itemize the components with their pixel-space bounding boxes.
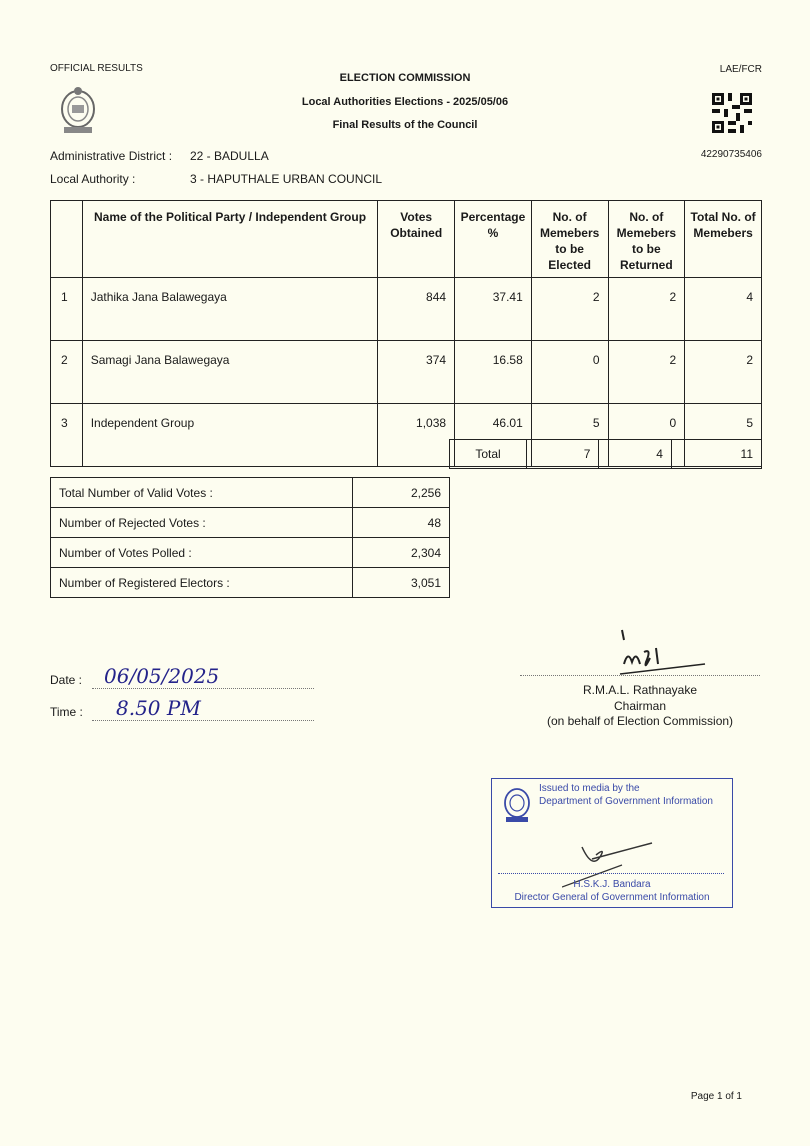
- table-row: [51, 341, 762, 404]
- chairman-title: Chairman: [613, 699, 667, 713]
- totals-table: [449, 439, 762, 469]
- summary-value: 2,304: [353, 538, 450, 568]
- row-no: 2: [51, 341, 83, 404]
- totals-label: Total: [450, 440, 527, 469]
- form-code: LAE/FCR: [719, 64, 762, 75]
- media-issue-stamp: [491, 778, 733, 908]
- date-label: Date :: [50, 673, 83, 687]
- district-value: 22 - BADULLA: [190, 149, 269, 163]
- elected-cell: 0: [531, 341, 608, 404]
- table-row: [51, 278, 762, 341]
- summary-label: Number of Registered Electors :: [51, 568, 353, 598]
- col-header-total: Total No. of Memebers: [685, 201, 762, 278]
- chairman-name: R.M.A.L. Rathnayake: [582, 683, 698, 697]
- total-members-cell: 5: [685, 404, 762, 467]
- summary-value: 2,256: [353, 478, 450, 508]
- time-handwritten: 8.50 PM: [116, 696, 201, 720]
- votes-cell: 374: [378, 341, 455, 404]
- percentage-cell: 46.01: [455, 404, 532, 467]
- date-handwritten: 06/05/2025: [104, 664, 220, 688]
- table-header-row: [51, 201, 762, 278]
- totals-row: [450, 440, 762, 469]
- totals-members: 11: [671, 440, 761, 469]
- total-members-cell: 2: [685, 341, 762, 404]
- party-name: Independent Group: [82, 404, 378, 467]
- percentage-cell: 16.58: [455, 341, 532, 404]
- stamp-line1: Issued to media by the: [539, 783, 640, 794]
- col-header-party: Name of the Political Party / Independent Group: [82, 201, 378, 278]
- row-no: 1: [51, 278, 83, 341]
- authority-label: Local Authority :: [50, 172, 136, 186]
- elected-cell: 2: [531, 278, 608, 341]
- total-members-cell: 4: [685, 278, 762, 341]
- results-subtitle: Final Results of the Council: [332, 119, 478, 131]
- col-header-returned: No. of Memebers to be Returned: [608, 201, 685, 278]
- summary-value: 48: [353, 508, 450, 538]
- time-label: Time :: [50, 705, 83, 719]
- percentage-cell: 37.41: [455, 278, 532, 341]
- official-results-tag: OFFICIAL RESULTS: [50, 63, 143, 74]
- director-name: H.S.K.J. Bandara: [573, 879, 651, 890]
- summary-row: [51, 508, 450, 538]
- stamp-signature-line: [498, 873, 724, 874]
- qr-code-icon: [712, 93, 752, 138]
- col-header-no: [51, 201, 83, 278]
- state-emblem-icon: [55, 85, 101, 142]
- signature-line: [520, 665, 760, 676]
- stamp-line2: Department of Government Information: [539, 796, 713, 807]
- totals-returned: 4: [599, 440, 671, 469]
- totals-elected: 7: [527, 440, 599, 469]
- page-number: Page 1 of 1: [690, 1091, 742, 1102]
- summary-row: [51, 478, 450, 508]
- summary-label: Total Number of Valid Votes :: [51, 478, 353, 508]
- votes-cell: 1,038: [378, 404, 455, 467]
- director-title: Director General of Government Information: [514, 892, 710, 903]
- votes-cell: 844: [378, 278, 455, 341]
- summary-row: [51, 538, 450, 568]
- district-label: Administrative District :: [50, 149, 173, 163]
- authority-value: 3 - HAPUTHALE URBAN COUNCIL: [190, 172, 383, 186]
- col-header-percentage: Percentage %: [455, 201, 532, 278]
- summary-row: [51, 568, 450, 598]
- party-name: Samagi Jana Balawegaya: [82, 341, 378, 404]
- document-number: 42290735406: [700, 149, 762, 160]
- summary-label: Number of Rejected Votes :: [51, 508, 353, 538]
- elected-cell: 5: [531, 404, 608, 467]
- returned-cell: 2: [608, 278, 685, 341]
- returned-cell: 0: [608, 404, 685, 467]
- col-header-votes: Votes Obtained: [378, 201, 455, 278]
- summary-label: Number of Votes Polled :: [51, 538, 353, 568]
- results-table: [50, 200, 762, 467]
- returned-cell: 2: [608, 341, 685, 404]
- party-name: Jathika Jana Balawegaya: [82, 278, 378, 341]
- department-emblem-icon: [500, 785, 534, 828]
- summary-value: 3,051: [353, 568, 450, 598]
- chairman-behalf: (on behalf of Election Commission): [546, 714, 734, 728]
- col-header-elected: No. of Memebers to be Elected: [531, 201, 608, 278]
- election-title: Local Authorities Elections - 2025/05/06: [301, 96, 509, 108]
- row-no: 3: [51, 404, 83, 467]
- org-title: ELECTION COMMISSION: [339, 72, 471, 84]
- vote-summary-table: [50, 477, 450, 598]
